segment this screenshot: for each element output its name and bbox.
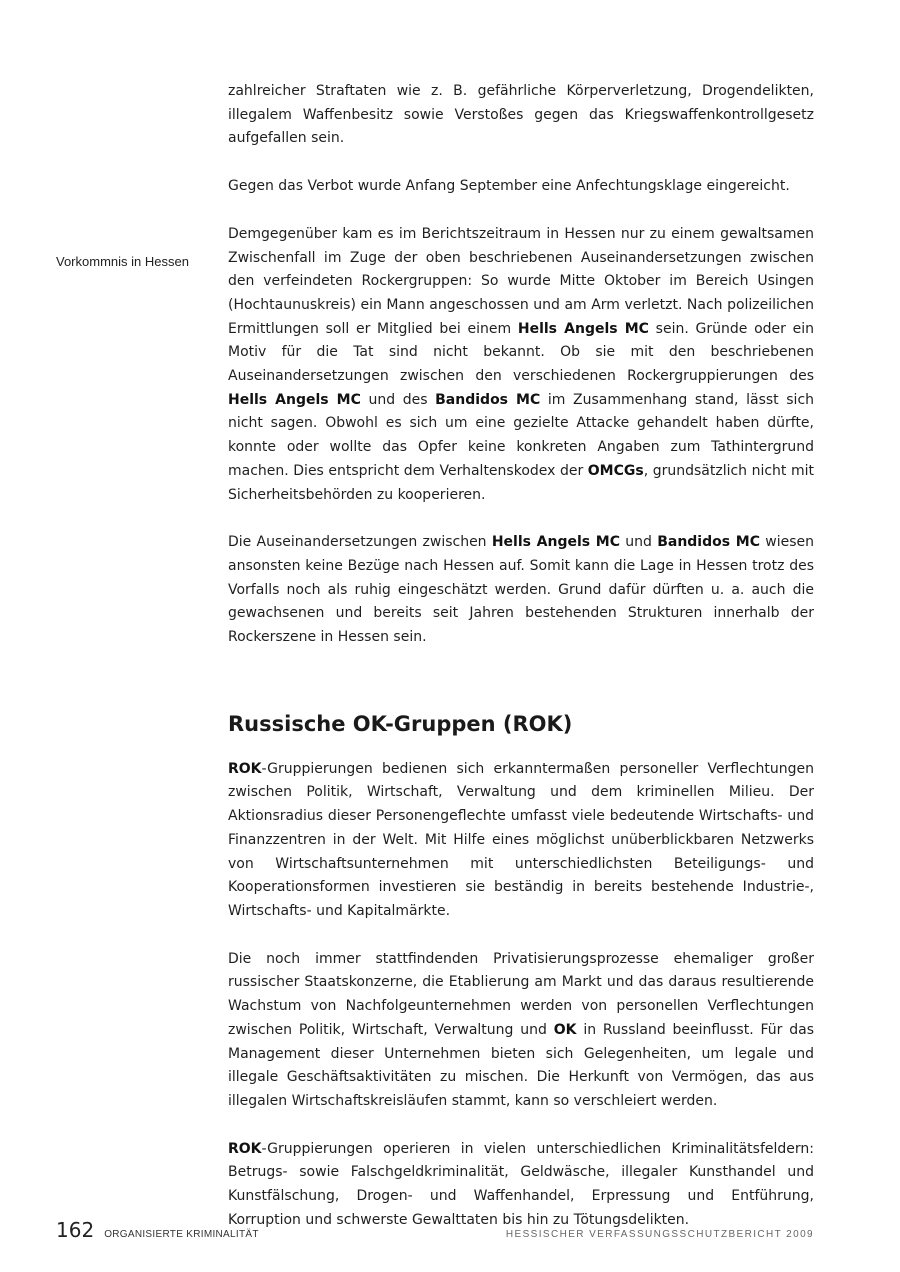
paragraph	[228, 531, 814, 650]
bold-term: Hells Angels MC	[491, 534, 621, 551]
paragraph	[228, 175, 814, 199]
text-run: wiesen ansonsten keine Bezüge nach Hessen auf. Somit kann die Lage in Hessen trotz des Vorfalls noch als ruhig eingeschätzt werden. Grund dafür dürften u. a. auch die gewachsenen und bereits seit Jahren bestehenden Strukturen innerhalb der Rockerszene in Hessen sein.	[228, 534, 814, 646]
paragraph	[228, 948, 814, 1114]
footer-publication-title: HESSISCHER VERFASSUNGSSCHUTZBERICHT 2009	[505, 1229, 814, 1240]
text-run: -Gruppierungen bedienen sich erkanntermaßen personeller Verflechtungen zwischen Politik, Wirtschaft, Verwaltung und dem kriminellen Milieu. Der Aktionsradius dieser Personengeflechte umfasst viele bedeutende Wirtschafts- und Finanzzentren in der Welt. Mit Hilfe eines möglichst unüberblickbaren Netzwerks von Wirtschaftsunternehmen mit unterschiedlichsten Beteiligungs- und Kooperationsformen investieren sie beständig in bereits bestehende Industrie-, Wirtschafts- und Kapitalmärkte.	[228, 760, 814, 919]
text-run: Demgegenüber kam es im Berichtszeitraum in Hessen nur zu einem gewaltsamen Zwischenfall im Zuge der oben beschriebenen Auseinandersetzungen zwischen den verfeindeten Rockergruppen: So wurde Mitte Oktober im Bereich Usingen (Hochtaunuskreis) ein Mann angeschossen und am Arm verletzt. Nach polizeilichen Ermittlungen soll er Mitglied bei einem	[228, 225, 814, 337]
bold-term: Hells Angels MC	[517, 320, 649, 337]
text-run: im Zusammenhang stand, lässt sich nicht sagen. Obwohl es sich um eine gezielte Attacke gehandelt haben dürfte, konnte oder wollte das Opfer keine konkreten Angaben zum Tathintergrund machen. Dies entspricht dem Verhaltenskodex der	[228, 391, 815, 479]
text-run: und des	[360, 391, 436, 408]
bold-term: Bandidos MC	[435, 391, 541, 408]
paragraph	[228, 223, 814, 507]
text-run: in Russland beeinflusst. Für das Management dieser Unternehmen bieten sich Gelegenheiten, um legale und illegale Geschäftsaktivitäten zu mischen. Die Herkunft von Vermögen, das aus illegalen Wirtschaftskreisläufen stammt, kann so verschleiert werden.	[228, 1021, 814, 1109]
page-number: 162	[56, 1218, 95, 1242]
main-text-column	[228, 80, 814, 1256]
paragraph	[228, 758, 814, 924]
text-run: zahlreicher Straftaten wie z. B. gefährliche Körperverletzung, Drogendelikten, illegalem Waffenbesitz sowie Verstoßes gegen das Kriegswaffenkontrollgesetz aufgefallen sein.	[228, 83, 814, 147]
text-run: Die Auseinandersetzungen zwischen	[228, 534, 492, 551]
text-run: Gegen das Verbot wurde Anfang September eine Anfechtungsklage eingereicht.	[228, 178, 790, 195]
paragraph	[228, 80, 814, 151]
text-run: Die noch immer stattfindenden Privatisierungsprozesse ehemaliger großer russischer Staatskonzerne, die Etablierung am Markt und das daraus resultierende Wachstum von Nachfolgeunternehmen werden von personellen Verflechtungen zwischen Politik, Wirtschaft, Verwaltung und	[228, 950, 814, 1038]
footer-section-title: ORGANISIERTE KRIMINALITÄT	[104, 1229, 259, 1240]
paragraphs-top	[228, 80, 814, 650]
bold-term: Hells Angels MC	[228, 391, 361, 408]
text-run: -Gruppierungen operieren in vielen unterschiedlichen Kriminalitätsfeldern: Betrugs- sowie Falschgeldkriminalität, Geldwäsche, illegaler Kunsthandel und Kunstfälschung, Drogen- und Waffenhandel, Erpressung und Entführung, Korruption und schwerste Gewalttaten bis hin zu Tötungsdelikten.	[228, 1140, 814, 1228]
margin-note: Vorkommnis in Hessen	[56, 254, 189, 269]
bold-term: ROK	[228, 1140, 262, 1157]
bold-term: OK	[553, 1021, 577, 1038]
paragraphs-bottom	[228, 758, 814, 1233]
text-run: und	[620, 534, 658, 551]
text-run: , grundsätzlich nicht mit Sicherheitsbehörden zu kooperieren.	[228, 462, 814, 503]
footer-left	[56, 1218, 259, 1242]
text-run: sein. Gründe oder ein Motiv für die Tat sind nicht bekannt. Ob sie mit den beschriebenen Auseinandersetzungen zwischen den verschiedenen Rockergruppierungen des	[228, 320, 815, 385]
bold-term: ROK	[228, 760, 262, 777]
paragraph	[228, 1138, 814, 1233]
bold-term: OMCGs	[587, 462, 644, 479]
bold-term: Bandidos MC	[657, 534, 760, 551]
section-heading: Russische OK-Gruppen (ROK)	[228, 711, 573, 736]
